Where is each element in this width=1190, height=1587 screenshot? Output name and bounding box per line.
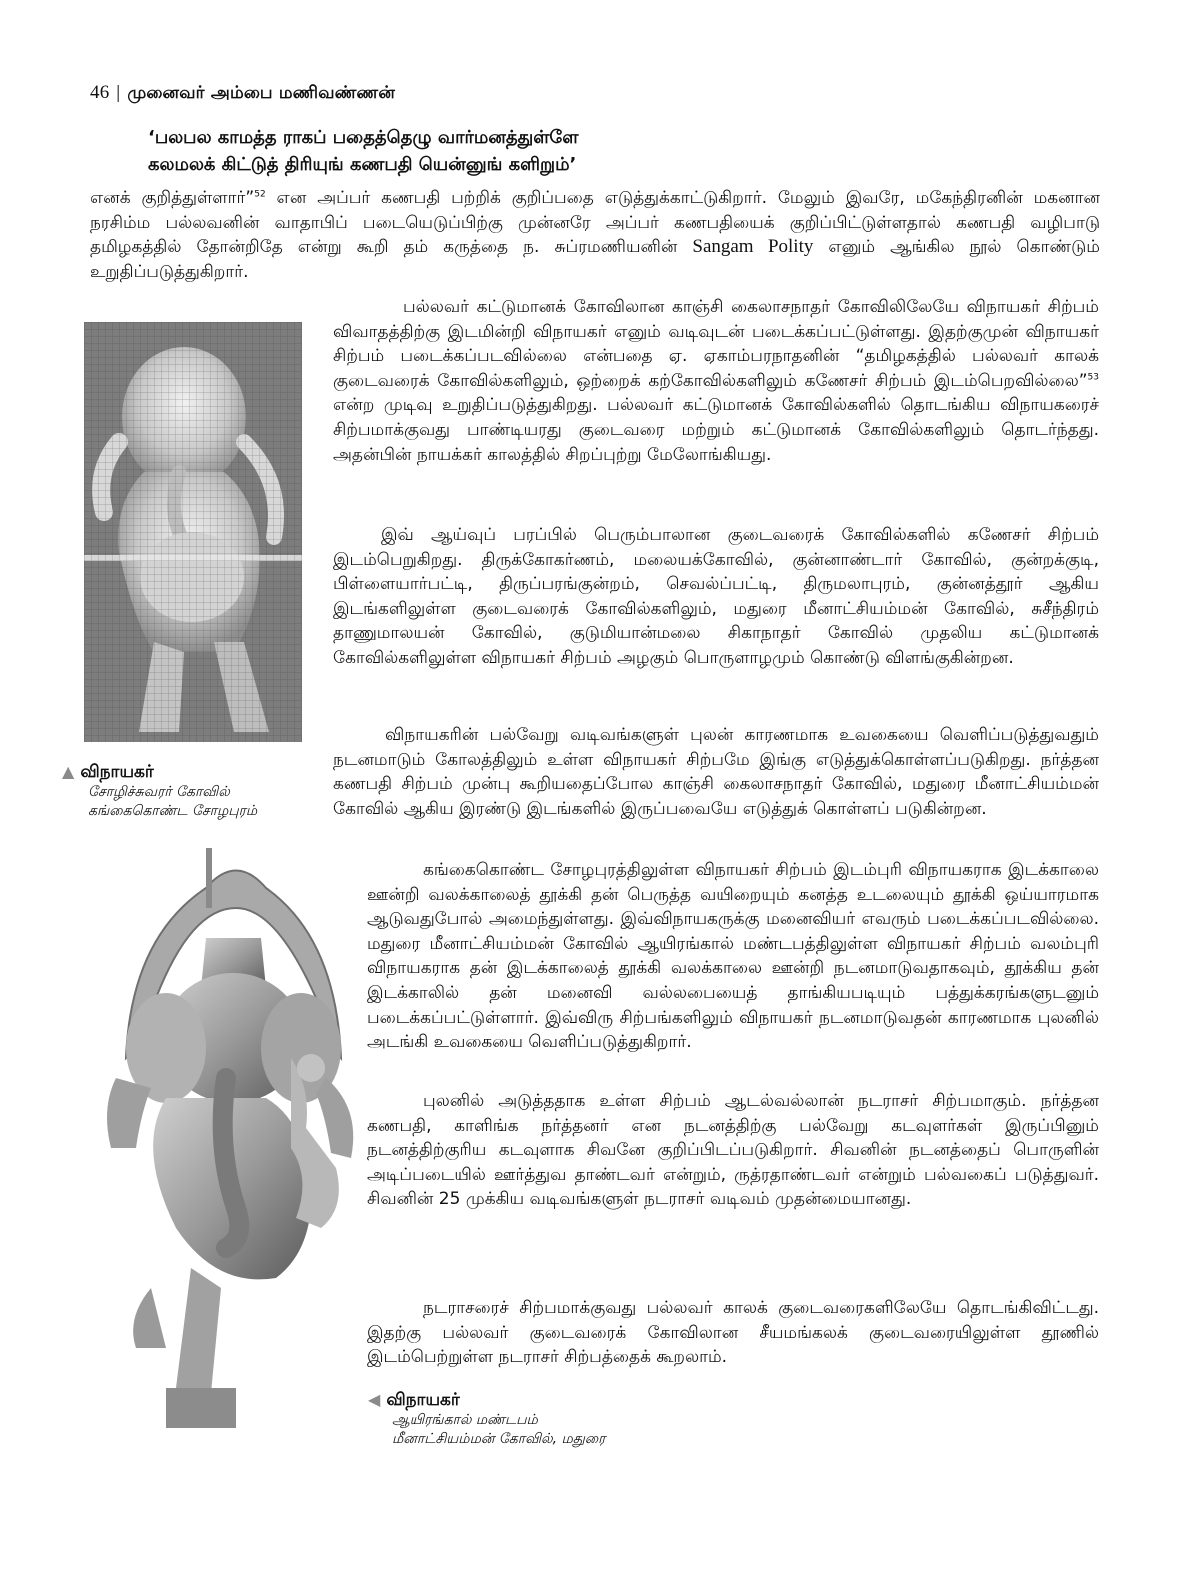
intro-text-2: என அப்பர் கணபதி பற்றிக் குறிப்பதை எடுத்துக்காட்டுகிறார். மேலும் இவரே, மகேந்திரனின் மகனான நரசிம்ம பல்லவனின் வாதாபிப் படையெடுப்பிற்கு முன்னரே அப்பர் கணபதியைக் குறிப்பிட்டுள்ளதால் கணபதி வழிபாடு தமிழகத்தில் தோன்றிதே என்று கூறி தம் கருத்தை ந. சுப்ரமணியனின் — [90, 188, 1100, 258]
caption-location-temple: சோழிச்சுவரர் கோவில் — [88, 784, 230, 800]
caption-title: விநாயகர் — [386, 1390, 460, 1410]
book-title-latin: Sangam Polity — [692, 236, 814, 258]
caption-location-town: கங்கைகொண்ட சோழபுரம் — [88, 803, 258, 819]
intro-text-1: எனக் குறித்துள்ளார்” — [90, 188, 255, 208]
paragraph-text: பல்லவர் கட்டுமானக் கோவிலான காஞ்சி கைலாசநாதர் கோவிலிலேயே விநாயகர் சிற்பம் விவாதத்திற்கு இடமின்றி விநாயகர் எனும் வடிவுடன் படைக்கப்பட்டுள்ளது. இதற்குமுன் விநாயகர் சிற்பம் படைக்கப்படவில்லை என்பதை ஏ. ஏகாம்பரநாதனின் “தமிழகத்தில் பல்லவர் காலக் குடைவரைக் கோவில்களிலும், ஒற்றைக் கற்கோவில்களிலும் கணேசர் சிற்பம் இடம்பெறவில்லை” — [333, 297, 1099, 391]
caption-location-hall: ஆயிரங்கால் மண்டபம் — [392, 1412, 538, 1428]
paragraph-forms: விநாயகரின் பல்வேறு வடிவங்களுள் புலன் காரணமாக உவகையை வெளிப்படுத்துவதும் நடனமாடும் கோலத்திலும் உள்ள விநாயகர் சிற்பமே இங்கு எடுத்துக்கொள்ளப்படுகிறது. நர்த்தன கணபதி சிற்பம் முன்பு கூறியதைப்போல காஞ்சி கைலாசநாதர் கோவில், மதுரை மீனாட்சியம்மன் கோவில் ஆகிய இரண்டு இடங்களில் இருப்பவையே எடுத்துக் கொள்ளப் படுகின்றன. — [333, 725, 1099, 819]
verse-line-1: ‘பலபல காமத்த ராகப் பதைத்தெழு வார்மனத்துள்ளே — [148, 127, 579, 148]
paragraph-pallava-nataraja: நடராசரைச் சிற்பமாக்குவது பல்லவர் காலக் குடைவரைகளிலேயே தொடங்கிவிட்டது. இதற்கு பல்லவர் குடைவரைக் கோவிலான சீயமங்கலக் குடைவரையிலுள்ள தூணில் இடம்பெற்றுள்ள நடராசர் சிற்பத்தைக் கூறலாம். — [367, 1298, 1099, 1368]
paragraph-kanchi — [333, 295, 1099, 467]
paragraph-two-sculptures: கங்கைகொண்ட சோழபுரத்திலுள்ள விநாயகர் சிற்பம் இடம்புரி விநாயகராக இடக்காலை ஊன்றி வலக்காலைத் தூக்கி தன் பெருத்த வயிறையும் கனத்த உடலையும் தூக்கி ஒய்யாரமாக ஆடுவதுபோல் அமைந்துள்ளது. இவ்விநாயகருக்கு மனைவியர் எவரும் படைக்கப்படவில்லை. மதுரை மீனாட்சியம்மன் கோவில் ஆயிரங்கால் மண்டபத்திலுள்ள விநாயகர் சிற்பம் வலம்புரி விநாயகராக தன் இடக்காலைத் தூக்கி வலக்காலை ஊன்றி நடனமாடுவதாகவும், தூக்கிய தன் இடக்காலில் தன் மனைவி வல்லபையைத் தாங்கியபடியும் பத்துக்கரங்களுடனும் படைக்கப்பட்டுள்ளார். இவ்விரு சிற்பங்களிலும் விநாயகர் நடனமாடுவதன் காரணமாக புலனில் அடங்கி உவகையை வெளிப்படுத்துகிறார். — [367, 860, 1099, 1053]
ganesha-photo-madurai — [96, 848, 368, 1438]
caption-location-temple: மீனாட்சியம்மன் கோவில், மதுரை — [392, 1431, 606, 1447]
footnote-ref-53[interactable]: 53 — [1087, 372, 1099, 383]
caption-title: விநாயகர் — [80, 762, 154, 782]
photo-caption-2 — [368, 1390, 605, 1449]
triangle-up-icon: ▲ — [62, 762, 75, 781]
author-name: முனைவர் அம்பை மணிவண்ணன் — [127, 83, 396, 103]
intro-paragraph — [90, 186, 1100, 284]
footnote-ref-52[interactable]: 52 — [254, 189, 266, 200]
paragraph-nataraja: புலனில் அடுத்ததாக உள்ள சிற்பம் ஆடல்வல்லான் நடராசர் சிற்பமாகும். நர்த்தன கணபதி, காளிங்க நர்த்தனர் என நடனத்திற்கு பல்வேறு கடவுளர்கள் இருப்பினும் நடனத்திற்குரிய கடவுளாக சிவனே குறிப்பிடப்படுகிறார். சிவனின் நடனத்தைப் பொருளின் அடிப்படையில் ஊர்த்துவ தாண்டவர் என்றும், ருத்ரதாண்டவர் என்றும் பல்வகைப் படுத்துவர். சிவனின் 25 முக்கிய வடிவங்களுள் நடராசர் வடிவம் முதன்மையானது. — [367, 1091, 1099, 1210]
running-header — [90, 82, 395, 105]
intro-text-3: எனும் ஆங்கில நூல் கொண்டும் உறுதிப்படுத்துகிறார். — [90, 237, 1100, 282]
page-number: 46 — [90, 82, 110, 103]
photo-caption-1 — [62, 762, 257, 821]
ganesha-photo-gangaikonda — [84, 322, 302, 742]
header-separator: | — [115, 83, 122, 103]
ganesha-grille-sculpture-image — [84, 322, 302, 742]
triangle-left-icon: ◀ — [368, 1390, 381, 1409]
dancing-ganesha-sculpture-image — [96, 848, 368, 1438]
verse-line-2: கலமலக் கிட்டுத் திரியுங் கணபதி யென்னுங் களிறும்’ — [148, 154, 577, 175]
verse-quote — [148, 124, 578, 178]
paragraph-text: என்ற முடிவு உறுதிப்படுத்துகிறது. பல்லவர் கட்டுமானக் கோவில்களில் தொடங்கிய விநாயகரைச் சிற்பமாக்குவது பாண்டியரது குடைவரை மற்றும் கட்டுமானக் கோவில்களிலும் தொடர்ந்தது. அதன்பின் நாயக்கர் காலத்தில் சிறப்புற்று மேலோங்கியது. — [333, 395, 1099, 465]
paragraph-survey: இவ் ஆய்வுப் பரப்பில் பெரும்பாலான குடைவரைக் கோவில்களில் கணேசர் சிற்பம் இடம்பெறுகிறது. திருக்கோகர்ணம், மலையக்கோவில், குன்னாண்டார் கோவில், குன்றக்குடி, பிள்ளையார்பட்டி, திருப்பரங்குன்றம், செவல்ப்பட்டி, திருமலாபுரம், குன்னத்தூர் ஆகிய இடங்களிலுள்ள குடைவரைக் கோவில்களிலும், மதுரை மீனாட்சியம்மன் கோவில், சுசீந்திரம் தாணுமாலயன் கோவில், குடுமியான்மலை சிகாநாதர் கோவில் முதலிய கட்டுமானக் கோவில்களிலுள்ள விநாயகர் சிற்பம் அழகும் பொருளாழமும் கொண்டு விளங்குகின்றன. — [333, 525, 1099, 668]
